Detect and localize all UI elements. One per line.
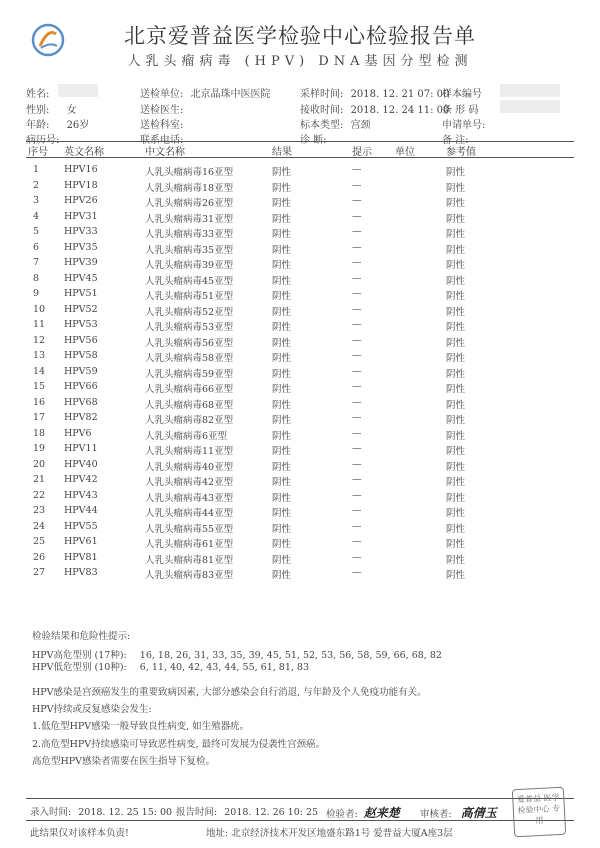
age-label: 年龄:: [26, 120, 50, 131]
info-receive: [300, 101, 449, 116]
collect-value: 2018. 12. 21 07: 00: [350, 89, 450, 100]
table-row: 19 HPV11 人乳头瘤病毒11亚型 阴性 — 阴性: [33, 443, 466, 457]
reviewer-signature: 高倩玉: [460, 806, 497, 820]
barcode-redaction: [500, 100, 560, 113]
high-risk-types: 16, 18, 26, 31, 33, 35, 39, 45, 51, 52, 53, 56, 58, 59, 66, 68, 82: [139, 650, 442, 661]
table-row: 5 HPV33 人乳头瘤病毒33亚型 阴性 — 阴性: [33, 226, 466, 240]
table-row: 22 HPV43 人乳头瘤病毒43亚型 阴性 — 阴性: [33, 489, 466, 504]
examiner-signature: 赵来楚: [363, 806, 400, 820]
info-dept: [140, 116, 183, 131]
table-row: 6 HPV35 人乳头瘤病毒35亚型 阴性 — 阴性: [33, 241, 466, 256]
table-row: 21 HPV42 人乳头瘤病毒42亚型 阴性 — 阴性: [33, 474, 466, 488]
table-top-rule: [26, 141, 574, 142]
info-name: [26, 85, 49, 100]
entry-value: 2018. 12. 25 15: 00: [78, 807, 173, 818]
note-line-5: 高危型HPV感染者需要在医生指导下复检。: [32, 756, 216, 767]
examiner-label: 检验者:: [326, 809, 358, 820]
table-row: 25 HPV61 人乳头瘤病毒61亚型 阴性 — 阴性: [33, 536, 466, 550]
info-diagnosis: [300, 131, 327, 146]
footer-top-rule: [26, 798, 574, 799]
table-row: 20 HPV40 人乳头瘤病毒40亚型 阴性 — 阴性: [33, 458, 466, 473]
record-label: 病历号:: [26, 135, 60, 146]
info-barcode: [442, 101, 478, 116]
header-en: 英文名称: [64, 147, 104, 158]
table-header-rule: [26, 157, 574, 158]
specimen-label: 标本类型:: [300, 120, 344, 131]
header-ref: 参考值: [446, 147, 476, 158]
table-row: 4 HPV31 人乳头瘤病毒31亚型 阴性 — 阴性: [33, 210, 466, 225]
header-unit: 单位: [395, 147, 415, 158]
specimen-value: 宫颈: [350, 120, 371, 131]
table-row: 26 HPV81 人乳头瘤病毒81亚型 阴性 — 阴性: [33, 551, 466, 566]
table-row: 15 HPV66 人乳头瘤病毒66亚型 阴性 — 阴性: [33, 381, 466, 395]
report-time: [176, 804, 318, 818]
doctor-label: 送检医生:: [140, 105, 184, 116]
apply-no-label: 申请单号:: [442, 120, 486, 131]
info-specimen: [300, 116, 371, 131]
disclaimer: 此结果仅对该样本负责!: [30, 828, 129, 839]
report-subtitle: 人乳头瘤病毒 (HPV) DNA基因分型检测: [127, 54, 473, 69]
name-label: 姓名:: [26, 89, 50, 100]
sample-no-label: 样本编号: [442, 89, 482, 100]
header-result: 结果: [272, 147, 292, 158]
info-sample-no: [442, 85, 482, 100]
examiner: [326, 804, 400, 821]
note-line-2: HPV持续或反复感染会发生:: [32, 704, 152, 715]
sample-no-redaction: [500, 84, 560, 97]
dept-label: 送检科室:: [140, 120, 184, 131]
lab-seal-stamp: 爱普益 医学检验中心 专用: [512, 787, 566, 838]
header-cn: 中文名称: [145, 147, 185, 158]
lab-address: 地址: 北京经济技术开发区地盛东路1号 爱普益大厦A座3层: [206, 828, 453, 839]
footer-bottom-rule: [26, 820, 574, 821]
info-sex: [26, 101, 77, 116]
sex-value: 女: [66, 105, 77, 116]
reviewer-label: 审核者:: [420, 809, 452, 820]
table-row: 2 HPV18 人乳头瘤病毒18亚型 阴性 — 阴性: [33, 179, 466, 194]
entry-label: 录入时间:: [30, 807, 72, 818]
table-row: 10 HPV52 人乳头瘤病毒52亚型 阴性 — 阴性: [33, 303, 466, 318]
table-row: 24 HPV55 人乳头瘤病毒55亚型 阴性 — 阴性: [33, 520, 466, 535]
receive-label: 接收时间:: [300, 105, 344, 116]
table-row: 8 HPV45 人乳头瘤病毒45亚型 阴性 — 阴性: [33, 272, 466, 287]
table-row: 12 HPV56 人乳头瘤病毒56亚型 阴性 — 阴性: [33, 334, 466, 349]
note-line-3: 1.低危型HPV感染一般导致良性病变, 如生殖器疣。: [32, 721, 250, 732]
table-row: 11 HPV53 人乳头瘤病毒53亚型 阴性 — 阴性: [33, 319, 466, 333]
table-row: 17 HPV82 人乳头瘤病毒82亚型 阴性 — 阴性: [33, 412, 466, 426]
report-value: 2018. 12. 26 10: 25: [224, 807, 319, 818]
table-row: 1 HPV16 人乳头瘤病毒16亚型 阴性 — 阴性: [33, 164, 466, 178]
low-risk-types: 6, 11, 40, 42, 43, 44, 55, 61, 81, 83: [139, 662, 309, 673]
low-risk-line: [32, 659, 309, 673]
remark-label: 备 注:: [442, 135, 469, 146]
table-row: 18 HPV6 人乳头瘤病毒6亚型 阴性 — 阴性: [33, 427, 466, 442]
table-row: 7 HPV39 人乳头瘤病毒39亚型 阴性 — 阴性: [33, 257, 466, 271]
table-row: 9 HPV51 人乳头瘤病毒51亚型 阴性 — 阴性: [33, 288, 466, 302]
age-value: 26岁: [66, 120, 90, 131]
table-row: 23 HPV44 人乳头瘤病毒44亚型 阴性 — 阴性: [33, 505, 466, 519]
low-risk-label: HPV低危型别 (10种):: [32, 662, 127, 673]
table-row: 14 HPV59 人乳头瘤病毒59亚型 阴性 — 阴性: [33, 365, 466, 380]
info-collect: [300, 85, 449, 100]
name-redaction: [58, 84, 98, 97]
entry-time: [30, 804, 172, 818]
high-risk-label: HPV高危型别 (17种):: [32, 650, 127, 661]
note-line-4: 2.高危型HPV持续感染可导致恶性病变, 最终可发展为侵袭性宫颈癌。: [32, 739, 326, 750]
info-unit: [140, 85, 271, 100]
note-line-1: HPV感染是宫颈癌发生的重要致病因素, 大部分感染会自行消退, 与年龄及个人免疫功能有关。: [32, 687, 427, 698]
unit-label: 送检单位:: [140, 89, 184, 100]
phone-label: 联系电话:: [140, 135, 184, 146]
table-row: 3 HPV26 人乳头瘤病毒26亚型 阴性 — 阴性: [33, 195, 466, 209]
collect-label: 采样时间:: [300, 89, 344, 100]
info-apply-no: [442, 116, 485, 131]
report-label: 报告时间:: [176, 807, 218, 818]
report-title: 北京爱普益医学检验中心检验报告单: [124, 24, 476, 48]
reviewer: [420, 804, 497, 821]
info-doctor: [140, 101, 183, 116]
barcode-label: 条 形 码: [442, 105, 479, 116]
sex-label: 性别:: [26, 105, 50, 116]
unit-value: 北京晶珠中医医院: [190, 89, 271, 100]
info-age: [26, 116, 89, 131]
notes-heading: 检验结果和危险性提示:: [32, 631, 131, 642]
diagnosis-label: 诊 断:: [300, 135, 327, 146]
header-hint: 提示: [352, 147, 372, 158]
table-row: 27 HPV83 人乳头瘤病毒83亚型 阴性 — 阴性: [33, 567, 466, 581]
receive-value: 2018. 12. 24 11: 00: [350, 105, 450, 116]
table-row: 16 HPV68 人乳头瘤病毒68亚型 阴性 — 阴性: [33, 396, 466, 411]
table-row: 13 HPV58 人乳头瘤病毒58亚型 阴性 — 阴性: [33, 350, 466, 364]
header-seq: 序号: [28, 147, 48, 158]
